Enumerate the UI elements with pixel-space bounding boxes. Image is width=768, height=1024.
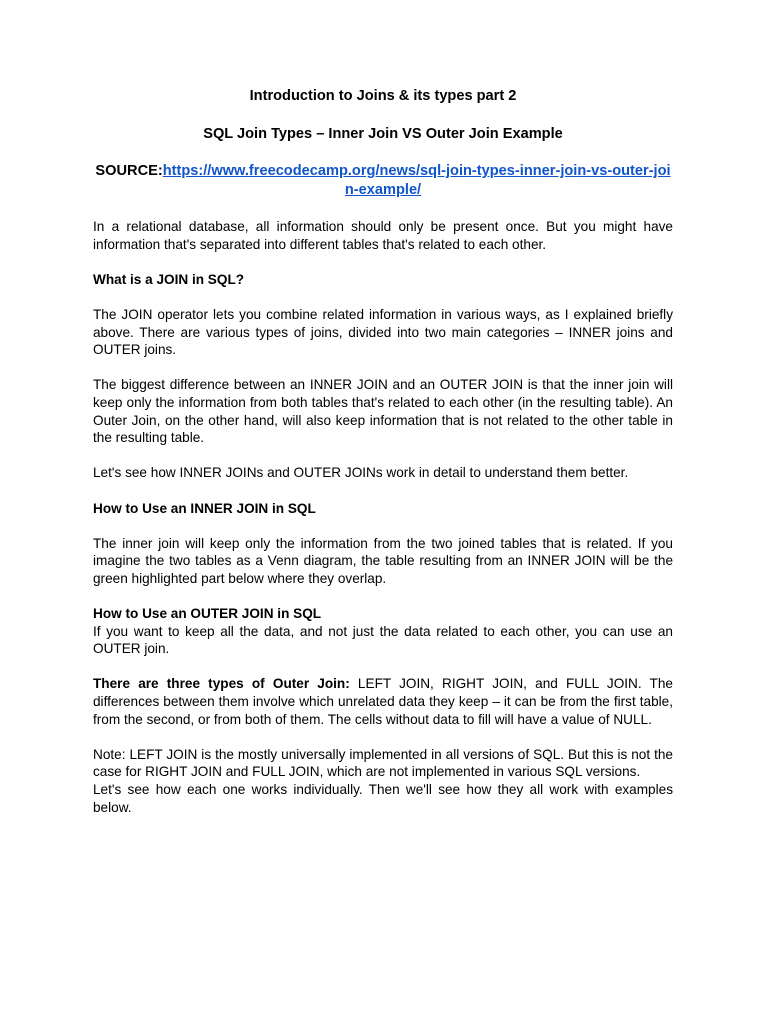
document-title: Introduction to Joins & its types part 2 [249,88,517,104]
paragraph-lets-see: Let's see how INNER JOINs and OUTER JOINs work in detail to understand them better. [93,465,629,481]
heading-what-is-join: What is a JOIN in SQL? [93,271,245,287]
document-body [93,86,673,834]
paragraph-outer-types [93,675,673,728]
paragraph-inner-join: The inner join will keep only the information from the two joined tables that is related. If you imagine the two tables as a Venn diagram, the table resulting from an INNER JOIN will be the green highlighted part below where they overlap. [93,535,673,586]
outer-types-lead: There are three types of Outer Join: [93,676,350,692]
paragraph-intro: In a relational database, all information should only be present once. But you might have information that's separated into different tables that's related to each other. [93,219,673,252]
source-label: SOURCE: [95,163,163,179]
paragraph-join-operator: The JOIN operator lets you combine related information in various ways, as I explained briefly above. There are various types of joins, divided into two main categories – INNER joins and OUTER joins. [93,306,673,358]
paragraph-individual: Let's see how each one works individually. Then we'll see how they all work with examples below. [93,782,673,815]
paragraph-outer-join: If you want to keep all the data, and not just the data related to each other, you can use an OUTER join. [93,623,673,657]
outer-types-rest: LEFT JOIN, RIGHT JOIN, and FULL JOIN. The differences between them involve which unrelated data they keep – it can be from the first table, from the second, or from both of them. The cells without data to fill will have a value of NULL. [93,676,673,727]
document-subtitle: SQL Join Types – Inner Join VS Outer Join Example [203,126,563,142]
source-line [93,162,673,200]
heading-inner-join: How to Use an INNER JOIN in SQL [93,500,316,516]
heading-outer-join: How to Use an OUTER JOIN in SQL [93,606,322,622]
paragraph-note: Note: LEFT JOIN is the mostly universally implemented in all versions of SQL. But this is not the case for RIGHT JOIN and FULL JOIN, which are not implemented in various SQL versions. [93,746,673,780]
paragraph-difference: The biggest difference between an INNER JOIN and an OUTER JOIN is that the inner join will keep only the information from both tables that's related to each other (in the resulting table). An Outer Join, on the other hand, will also keep information that is not related to the other table in the resulting table. [93,377,673,446]
source-link[interactable]: https://www.freecodecamp.org/news/sql-join-types-inner-join-vs-outer-join-example/ [162,163,671,198]
